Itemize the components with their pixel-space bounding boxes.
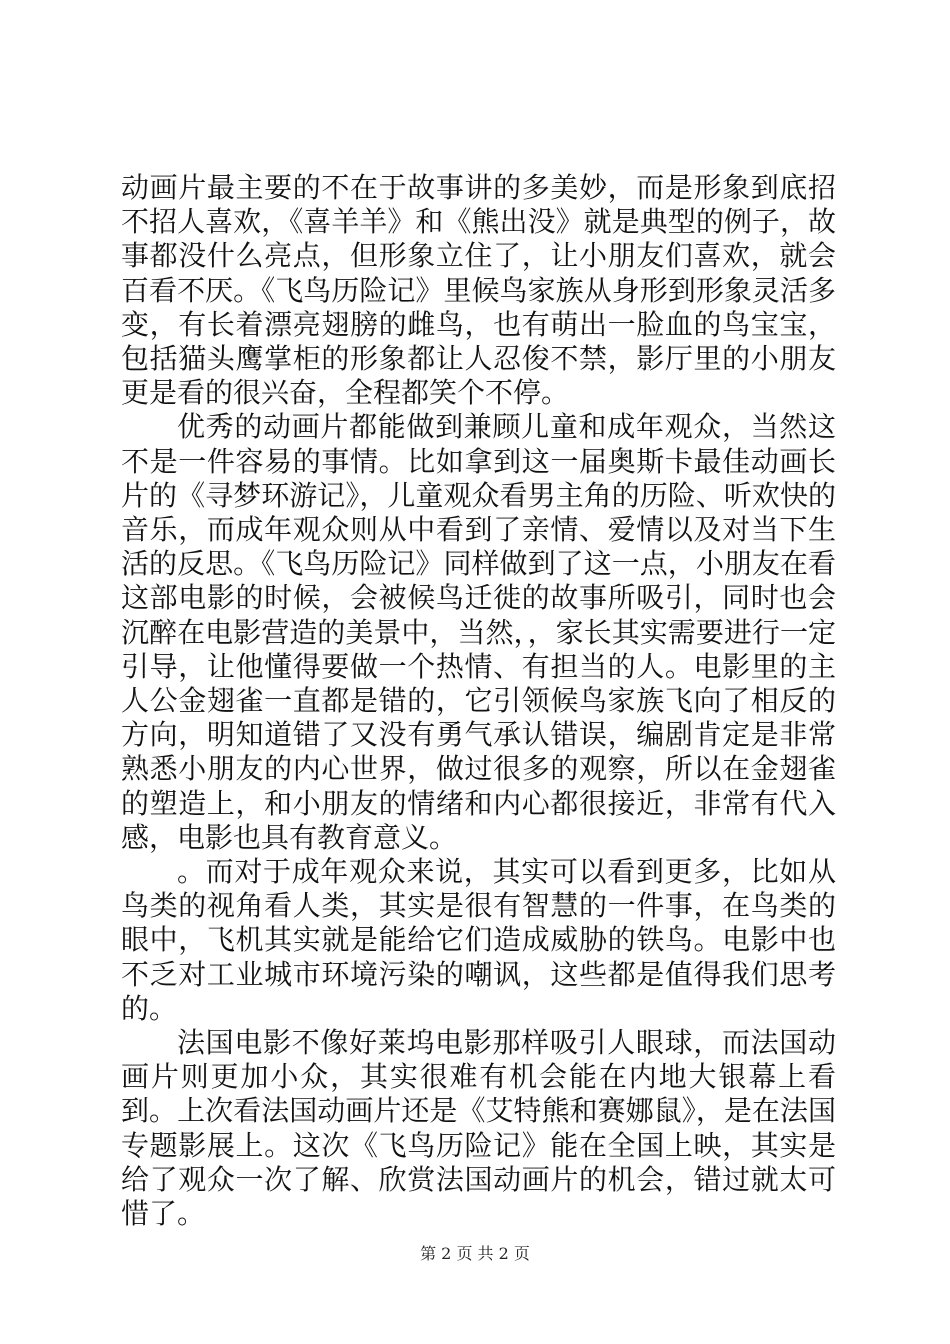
page-footer: 第 2 页 共 2 页 [420,1244,530,1263]
paragraph-3: 。而对于成年观众来说，其实可以看到更多，比如从鸟类的视角看人类，其实是很有智慧的一件事，在鸟类的眼中，飞机其实就是能给它们造成威胁的铁鸟。电影中也不乏对工业城市环境污染的嘲讽，这些都是值得我们思考的。 [121,855,836,1025]
paragraph-4: 法国电影不像好莱坞电影那样吸引人眼球，而法国动画片则更加小众，其实很难有机会能在内地大银幕上看到。上次看法国动画片还是《艾特熊和赛娜鼠》，是在法国专题影展上。这次《飞鸟历险记》能在全国上映，其实是给了观众一次了解、欣赏法国动画片的机会，错过就太可惜了。 [121,1026,836,1231]
paragraph-1: 动画片最主要的不在于故事讲的多美妙，而是形象到底招不招人喜欢，《喜羊羊》和《熊出没》就是典型的例子，故事都没什么亮点，但形象立住了，让小朋友们喜欢，就会百看不厌。《飞鸟历险记》里候鸟家族从身形到形象灵活多变，有长着漂亮翅膀的雌鸟，也有萌出一脸血的鸟宝宝，包括猫头鹰掌柜的形象都让人忍俊不禁，影厅里的小朋友更是看的很兴奋，全程都笑个不停。 [121,171,836,410]
paragraph-2: 优秀的动画片都能做到兼顾儿童和成年观众，当然这不是一件容易的事情。比如拿到这一届奥斯卡最佳动画长片的《寻梦环游记》，儿童观众看男主角的历险、听欢快的音乐，而成年观众则从中看到了亲情、爱情以及对当下生活的反思。《飞鸟历险记》同样做到了这一点，小朋友在看这部电影的时候，会被候鸟迁徙的故事所吸引，同时也会沉醉在电影营造的美景中，当然，，家长其实需要进行一定引导，让他懂得要做一个热情、有担当的人。电影里的主人公金翅雀一直都是错的，它引领候鸟家族飞向了相反的方向，明知道错了又没有勇气承认错误，编剧肯定是非常熟悉小朋友的内心世界，做过很多的观察，所以在金翅雀的塑造上，和小朋友的情绪和内心都很接近，非常有代入感，电影也具有教育意义。 [121,410,836,854]
article-body [121,171,836,1231]
